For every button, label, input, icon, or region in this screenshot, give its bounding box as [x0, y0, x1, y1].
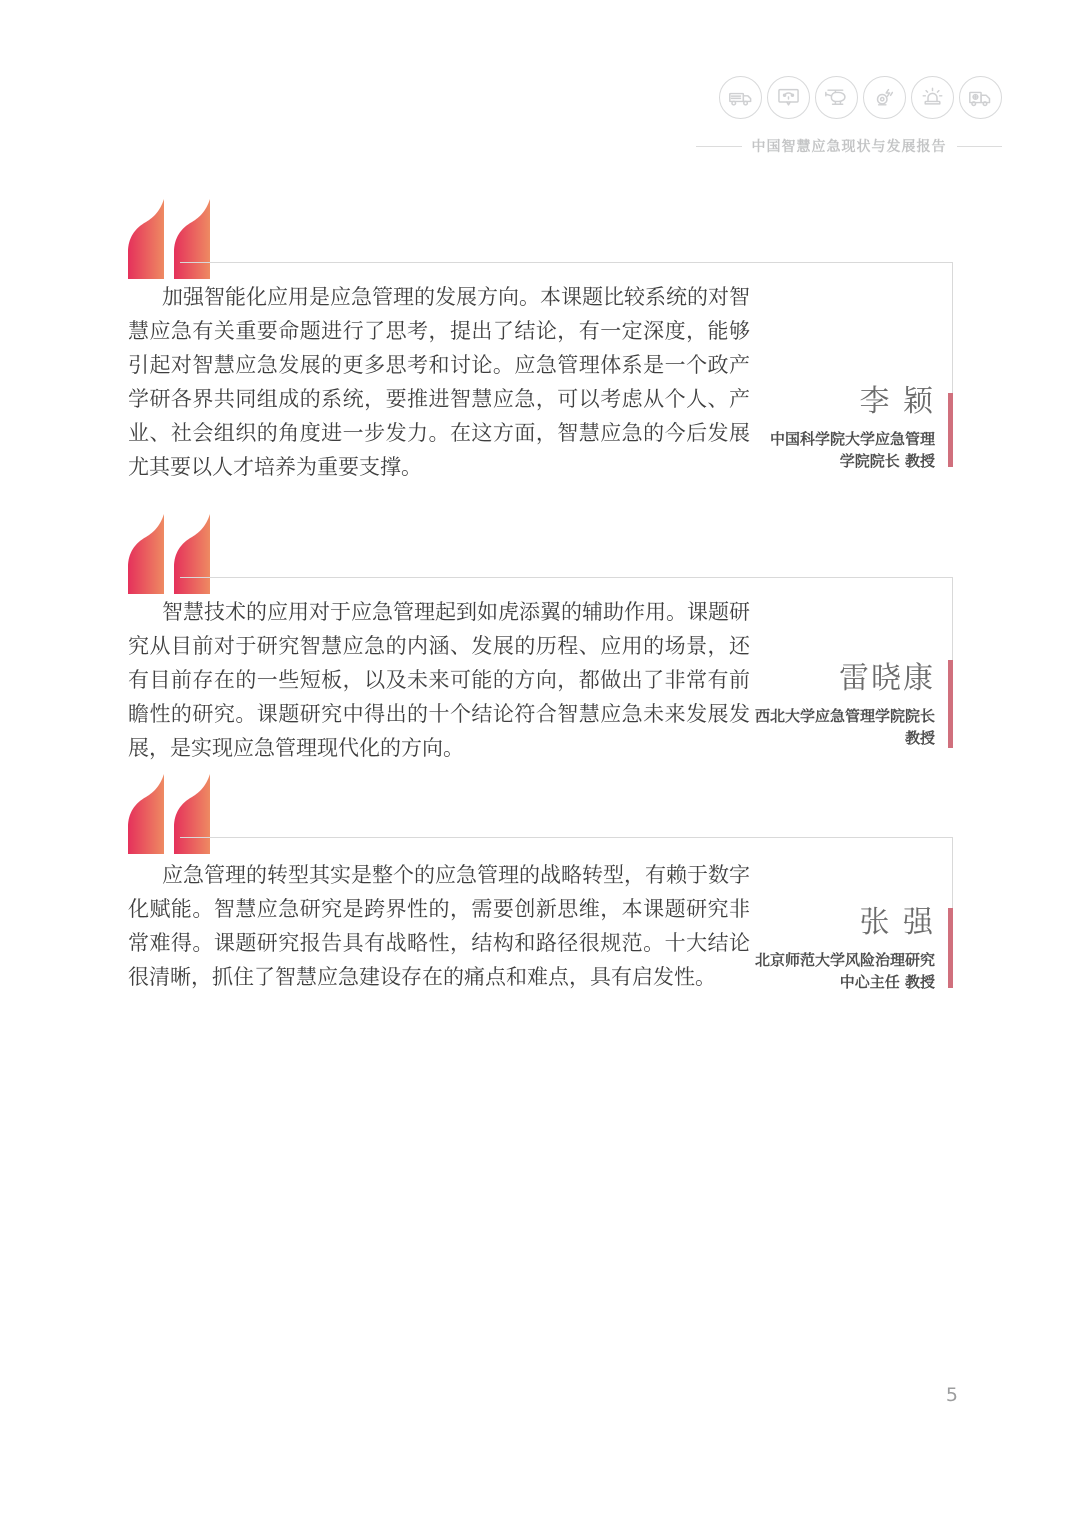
- expert-name: 张 强: [859, 905, 935, 940]
- accent-bar: [948, 660, 953, 748]
- page-number: 5: [945, 1384, 958, 1406]
- ambulance-icon: [959, 76, 1002, 119]
- header-rule-left: [696, 146, 742, 147]
- quote-text: 应急管理的转型其实是整个的应急管理的战略转型，有赖于数字化赋能。智慧应急研究是跨界性的，需要创新思维，本课题研究非常难得。课题研究报告具有战略性，结构和路径很规范。十大结论很清晰，抓住了智慧应急建设存在的痛点和难点，具有启发性。: [128, 863, 750, 989]
- accent-bar: [948, 908, 953, 988]
- quote-text: 智慧技术的应用对于应急管理起到如虎添翼的辅助作用。课题研究从目前对于研究智慧应急的内涵、发展的历程、应用的场景，还有目前存在的一些短板，以及未来可能的方向，都做出了非常有前瞻性的研究。课题研究中得出的十个结论符合智慧应急未来发展发展，是实现应急管理现代化的方向。: [128, 600, 750, 760]
- helicopter-icon: [815, 76, 858, 119]
- expert-title-line: 教授: [904, 729, 935, 747]
- expert-title-line: 中心主任 教授: [839, 973, 935, 991]
- quote-box-right-border: [952, 577, 953, 660]
- expert-title-line: 北京师范大学风险治理研究: [754, 951, 935, 969]
- expert-name: 李 颖: [859, 384, 935, 419]
- byline: [755, 906, 935, 993]
- quote-box-right-border: [952, 837, 953, 908]
- emergency-call-icon: [767, 76, 810, 119]
- quote-mark-icon: [128, 513, 210, 595]
- quote-box-right-border: [952, 262, 953, 393]
- expert-title-line: 中国科学院大学应急管理: [769, 430, 935, 448]
- quote-text: 加强智能化应用是应急管理的发展方向。本课题比较系统的对智慧应急有关重要命题进行了思考，提出了结论，有一定深度，能够引起对智慧应急发展的更多思考和讨论。应急管理体系是一个政产学研各界共同组成的系统，要推进智慧应急，可以考虑从个人、产业、社会组织的角度进一步发力。在这方面，智慧应急的今后发展尤其要以人才培养为重要支撑。: [128, 285, 750, 479]
- byline: [770, 385, 935, 472]
- byline: [755, 662, 935, 749]
- header-rule-right: [957, 146, 1003, 147]
- quote-mark-icon: [128, 773, 210, 855]
- warning-beacon-icon: [911, 76, 954, 119]
- report-title: 中国智慧应急现状与发展报告: [751, 139, 947, 155]
- expert-title-line: 学院院长 教授: [839, 452, 935, 470]
- header-title-row: [696, 136, 1002, 156]
- quote-mark-icon: [128, 198, 210, 280]
- alarm-speaker-icon: [863, 76, 906, 119]
- expert-title-line: 西北大学应急管理学院院长: [754, 707, 935, 725]
- quote-box-top-border: [180, 837, 953, 838]
- accent-bar: [948, 393, 953, 467]
- fire-truck-icon: [719, 76, 762, 119]
- expert-name: 雷晓康: [839, 661, 935, 696]
- quote-box-top-border: [180, 262, 953, 263]
- header-icon-strip: [719, 76, 1002, 119]
- quote-box-top-border: [180, 577, 953, 578]
